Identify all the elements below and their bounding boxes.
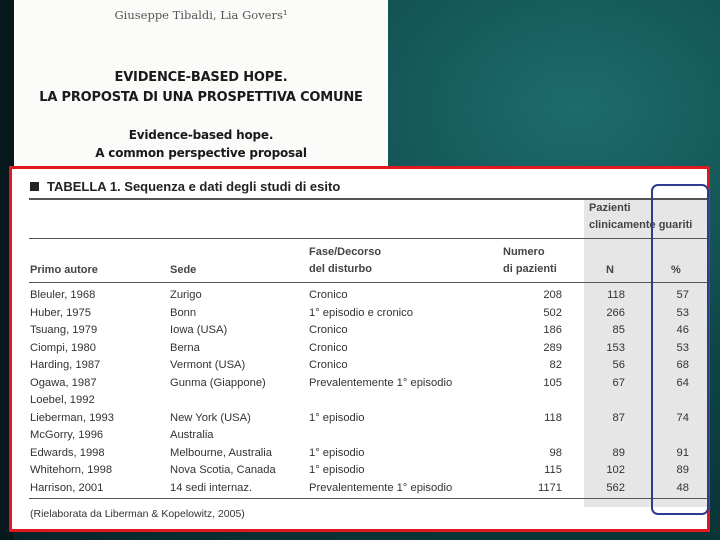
cell-n: 89 [612,446,625,459]
article-title-english [14,126,388,162]
table-row [12,445,707,463]
cell-percent: 74 [676,411,689,424]
header-numero [503,244,557,278]
table-title [30,179,340,194]
cell-percent: 68 [676,359,689,371]
cell-percent: 91 [676,446,689,459]
table-row [12,340,707,358]
cell-fase: 1° episodio e cronico [309,306,413,319]
cell-sede: Zurigo [170,289,202,301]
header-fase-line-2: del disturbo [309,263,372,275]
cell-numero: 186 [543,324,562,336]
header-numero-line-1: Numero [503,246,545,258]
cell-fase: Cronico [309,289,348,301]
cell-numero: 115 [544,464,562,476]
cell-fase: 1° episodio [309,446,365,459]
cell-autore: Tsuang, 1979 [30,324,98,336]
cell-percent: 89 [676,464,689,476]
cell-autore: Edwards, 1998 [30,446,105,459]
cell-numero: 98 [549,446,562,459]
header-fase [309,244,381,278]
cell-sede: Iowa (USA) [170,324,228,336]
cell-numero: 118 [544,411,562,424]
cell-autore: Ogawa, 1987 [30,376,97,389]
title-it-line-2: LA PROPOSTA DI UNA PROSPETTIVA COMUNE [39,90,363,105]
title-it-line-1: EVIDENCE-BASED HOPE. [114,70,288,85]
cell-numero: 208 [543,289,562,301]
table-row [12,305,707,323]
cell-n: 67 [612,376,625,389]
cell-fase: Prevalentemente 1° episodio [309,376,453,389]
cell-n: 118 [607,289,625,301]
table-title-text: TABELLA 1. Sequenza e dati degli studi di esito [47,179,341,194]
header-pazienti-line-2: clinicamente guariti [589,219,693,231]
cell-fase: Prevalentemente 1° episodio [309,481,453,494]
cell-sede: Nova Scotia, Canada [170,464,276,476]
cell-sede: Vermont (USA) [170,359,246,371]
cell-fase: Cronico [309,359,348,371]
cell-numero: 502 [543,306,562,319]
title-en-line-1: Evidence-based hope. [128,128,274,142]
cell-sede: Gunma (Giappone) [170,376,266,389]
cell-percent: 53 [676,306,689,319]
cell-percent: 57 [676,289,689,301]
title-en-line-2: A common perspective proposal [95,146,307,160]
table-row [12,375,707,393]
cell-numero: 1171 [537,481,562,494]
cell-n: 102 [606,464,625,476]
table-row [12,462,707,480]
header-n: N [606,264,614,276]
table-row [12,410,707,428]
article-authors: Giuseppe Tibaldi, Lia Govers¹ [114,8,288,22]
cell-percent: 64 [676,376,689,389]
percent-column-highlight [651,184,709,515]
cell-autore: Huber, 1975 [30,306,91,319]
header-sede: Sede [170,264,197,276]
header-fase-line-1: Fase/Decorso [309,246,382,258]
cell-fase: Cronico [309,324,348,336]
table-header-bottom-rule [29,282,707,283]
cell-sede: Melbourne, Australia [170,446,272,459]
outcome-table-highlight [9,166,710,532]
article-title-italian [14,68,388,108]
cell-sede: New York (USA) [170,411,251,424]
table-header-divider [29,238,707,239]
bullet-square-icon [30,182,39,191]
cell-n: 87 [612,411,625,424]
table-row [12,427,707,445]
table-row [12,322,707,340]
cell-fase: 1° episodio [309,464,365,476]
cell-n: 85 [612,324,625,336]
header-primo-autore: Primo autore [30,264,98,276]
cell-autore: Lieberman, 1993 [30,411,114,424]
cell-percent: 53 [676,341,689,354]
cell-autore: Loebel, 1992 [30,394,95,406]
cell-autore: Whitehorn, 1998 [30,464,113,476]
cell-n: 153 [606,341,625,354]
cell-fase: Cronico [309,341,348,354]
cell-n: 266 [606,306,625,319]
cell-sede: Australia [170,429,214,441]
cell-n: 562 [606,481,625,494]
header-pazienti-line-1: Pazienti [589,202,631,214]
cell-autore: McGorry, 1996 [30,429,104,441]
table-row [12,357,707,375]
table-bottom-rule [29,498,707,499]
cell-autore: Harrison, 2001 [30,481,104,494]
article-header [14,0,388,170]
table-body [12,287,707,497]
cell-sede: 14 sedi internaz. [170,481,253,494]
cell-sede: Berna [170,341,200,354]
cell-sede: Bonn [170,306,197,319]
cell-n: 56 [612,359,625,371]
cell-percent: 48 [676,481,689,494]
cell-autore: Harding, 1987 [30,359,101,371]
cell-fase: 1° episodio [309,411,365,424]
cell-numero: 105 [543,376,562,389]
table-row [12,287,707,305]
table-row [12,392,707,410]
cell-percent: 46 [676,324,689,336]
cell-autore: Ciompi, 1980 [30,341,96,354]
cell-numero: 289 [543,341,562,354]
header-numero-line-2: di pazienti [503,263,557,275]
table-source-note: (Rielaborata da Liberman & Kopelowitz, 2005) [30,508,245,520]
table-row [12,480,707,498]
cell-autore: Bleuler, 1968 [30,289,96,301]
cell-numero: 82 [549,359,562,371]
header-percent: % [671,264,681,276]
